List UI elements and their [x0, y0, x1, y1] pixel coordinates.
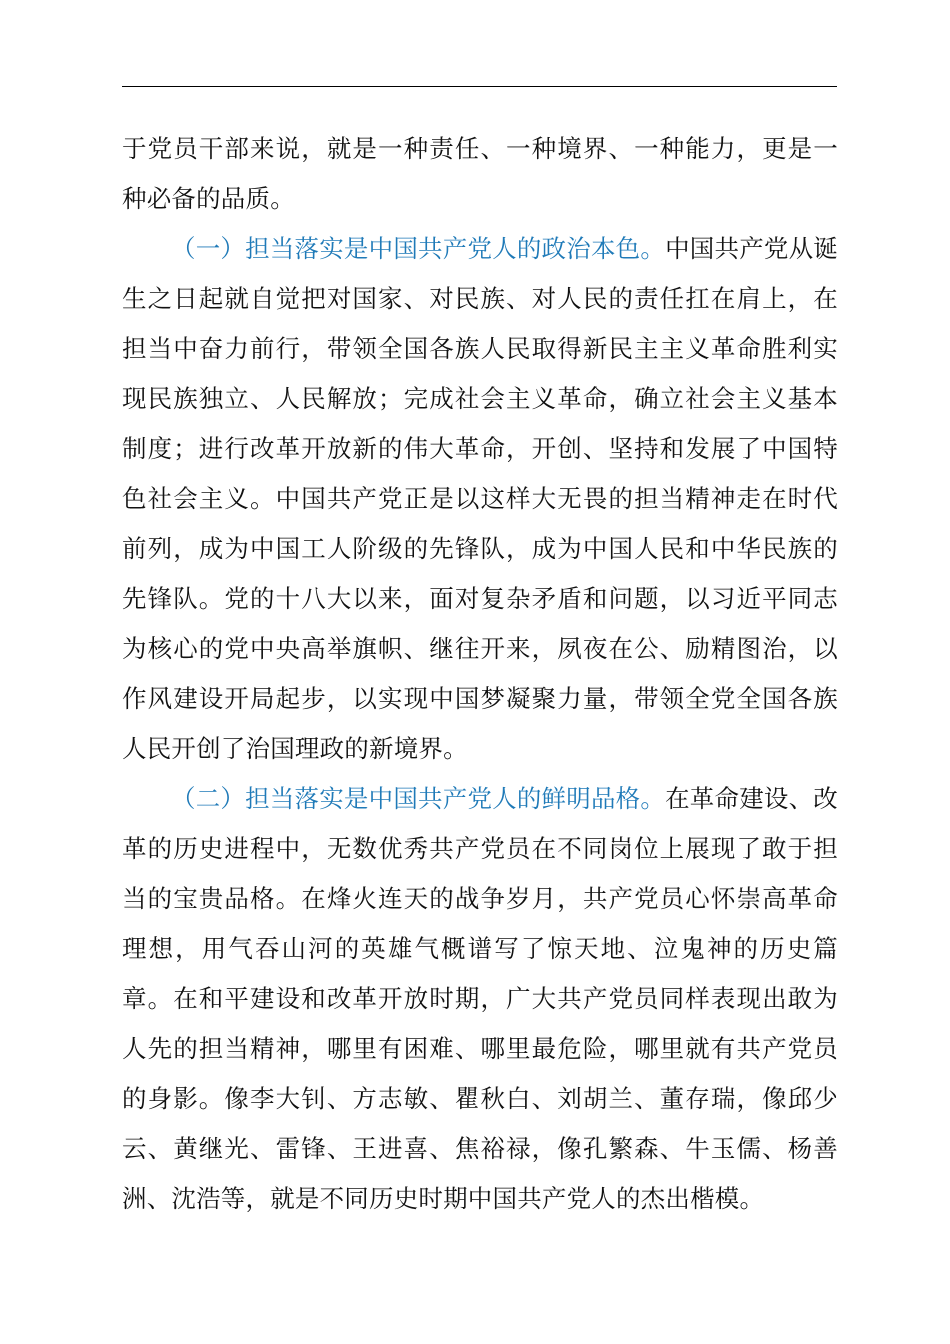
paragraph-continuation [122, 124, 838, 224]
paragraph-text: 在革命建设、改革的历史进程中，无数优秀共产党员在不同岗位上展现了敢于担当的宝贵品格。在烽火连天的战争岁月，共产党员心怀崇高革命理想，用气吞山河的英雄气概谱写了惊天地、泣鬼神的历史篇章。在和平建设和改革开放时期，广大共产党员同样表现出敢为人先的担当精神，哪里有困难、哪里最危险，哪里就有共产党员的身影。像李大钊、方志敏、瞿秋白、刘胡兰、董存瑞，像邱少云、黄继光、雷锋、王进喜、焦裕禄，像孔繁森、牛玉儒、杨善洲、沈浩等，就是不同历史时期中国共产党人的杰出楷模。 [122, 784, 838, 1213]
section-heading-2: （二）担当落实是中国共产党人的鲜明品格。 [171, 784, 666, 813]
paragraph-section-2 [122, 774, 838, 1224]
header-rule [122, 86, 837, 87]
document-body [122, 124, 838, 1224]
section-heading-1: （一）担当落实是中国共产党人的政治本色。 [171, 234, 666, 263]
paragraph-text: 中国共产党从诞生之日起就自觉把对国家、对民族、对人民的责任扛在肩上，在担当中奋力前行，带领全国各族人民取得新民主主义革命胜利实现民族独立、人民解放；完成社会主义革命，确立社会主义基本制度；进行改革开放新的伟大革命，开创、坚持和发展了中国特色社会主义。中国共产党正是以这样大无畏的担当精神走在时代前列，成为中国工人阶级的先锋队，成为中国人民和中华民族的先锋队。党的十八大以来，面对复杂矛盾和问题，以习近平同志为核心的党中央高举旗帜、继往开来，夙夜在公、励精图治，以作风建设开局起步，以实现中国梦凝聚力量，带领全党全国各族人民开创了治国理政的新境界。 [122, 234, 838, 763]
paragraph-text: 于党员干部来说，就是一种责任、一种境界、一种能力，更是一种必备的品质。 [122, 134, 838, 213]
paragraph-section-1 [122, 224, 838, 774]
